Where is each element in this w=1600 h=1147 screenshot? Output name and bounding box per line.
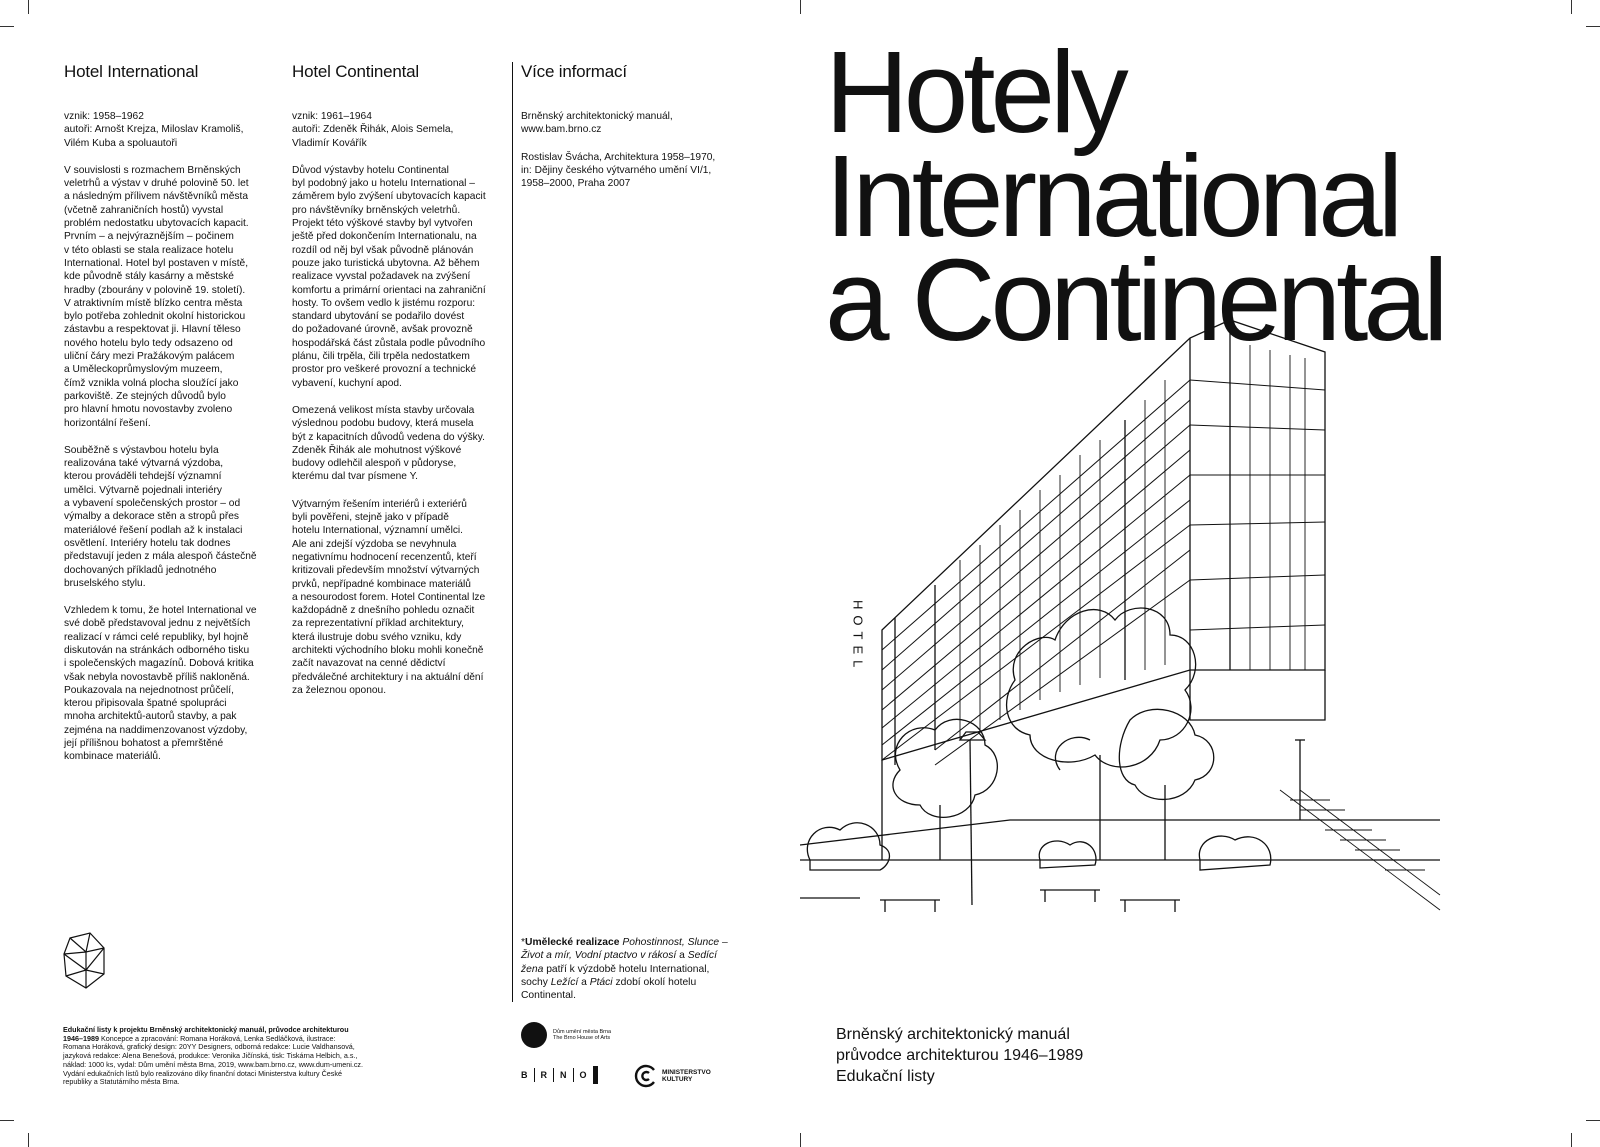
series-line: Edukační listy <box>836 1068 935 1085</box>
hotel-sign-text: HOTEL <box>850 600 866 674</box>
dum-umeni-logo-mark-icon <box>521 1022 547 1048</box>
crop-mark <box>0 26 14 27</box>
meta-hotel-international: vznik: 1958–1962 autoři: Arnošt Krejza, Miloslav Kramoliš, Vilém Kuba a spoluautoři <box>64 111 244 149</box>
brno-letter: B <box>521 1070 528 1080</box>
paragraph: V souvislosti s rozmachem Brněnských veletrhů a výstav v druhé polovině 50. let a následným přílivem návštěvníků města (včetně zahraničních hostů) vyvstal problém nedostatku ubytovacích kapacit. Prvním – a nejvýraznějším – počinem v této oblasti se stala realizace hotelu International. Hotel byl postaven v místě, kde původně stály kasárny a městské hradby (zbourány v polovině 19. století). V atraktivním místě blízko centra města bylo potřeba zohlednit okolní historickou zástavbu a respektovat ji. Hlavní těleso nového hotelu bylo tedy odsazeno od uliční čáry mezi Pražákovým palácem a Uměleckoprůmyslovým muzeem, čímž vznikla volná plocha sloužící jako parkoviště. Ze stejných důvodů bylo pro hlavní hmotu novostavby zvoleno horizontální řešení. <box>64 164 249 429</box>
reference-book: Rostislav Švácha, Architektura 1958–1970, in: Dějiny českého výtvarného umění VI/1, 1958–2000, Praha 2007 <box>521 151 716 190</box>
series-title <box>836 1024 1083 1087</box>
dum-umeni-logo <box>521 1022 611 1048</box>
meta-hotel-continental: vznik: 1961–1964 autoři: Zdeněk Řihák, Alois Semela, Vladimír Kovářík <box>292 111 454 149</box>
brno-letter: N <box>560 1070 567 1080</box>
crop-mark <box>28 1133 29 1147</box>
credits-text: Koncepce a zpracování: Romana Horáková, Lenka Sedláčková, ilustrace: Romana Horáková, grafický design: 20YY Designers, odborná redakce: Lucie Valdhansová, jazyková redakce: Alena Benešová, produkce: Veronika Jičínská, tisk: Tiskárna Helbich, a.s., náklad: 1000 ks, vydal: Dům umění města Brna, 2019, www.bam.brno.cz, www.dum-umeni.cz. Vydání edukačních listů bylo realizováno díky finanční dotaci Ministerstva kultury České republiky a Statutárního města Brna. <box>63 1033 364 1087</box>
credits-title: Edukační listy k projektu Brněnský architektonický manuál, průvodce architekturou 1946–1989 <box>63 1025 349 1043</box>
title-line: a Continental <box>825 235 1444 365</box>
paragraph: Vzhledem k tomu, že hotel International ve své době představoval jednu z největších realizací v rámci celé republiky, byl hojně diskutován na stránkách odborného tisku i společenských magazínů. Dobová kritika však nebyla novostavbě příliš nakloněná. Poukazovala na nejednotnost průčelí, kterou připisovala špatné spolupráci mnoha architektů-autorů stavby, a pak zejména na naddimenzovanost výzdoby, její přílišnou bohatost a přemrštěné kombinace materiálů. <box>64 605 257 763</box>
hotel-illustration <box>800 300 1590 950</box>
crop-mark <box>1586 1120 1600 1121</box>
brno-divider <box>534 1068 535 1082</box>
title-line: International <box>825 131 1399 261</box>
column-divider <box>512 62 513 1002</box>
paragraph: Výtvarným řešením interiérů i exteriérů byli pověřeni, stejně jako v případě hotelu International, významní umělci. Ale ani zdejší výzdoba se nevyhnula negativnímu hodnocení recenzentů, kteří kritizovali především množství výtvarných prvků, nepřípadné kombinace materiálů a nesourodost forem. Hotel Continental lze každopádně z dnešního pohledu označit za reprezentativní příklad architektury, která ilustruje dobu svého vzniku, kdy architekti východního bloku mohli konečně začít navazovat na cenné dědictví předválečné architektury i na aktuální dění za železnou oponou. <box>292 498 486 696</box>
brno-letter: O <box>579 1070 587 1080</box>
bam-logo-icon <box>60 930 110 1000</box>
footnote-art-works <box>521 936 736 1002</box>
paragraph: Důvod výstavby hotelu Continental byl podobný jako u hotelu International – záměrem bylo zvýšení ubytovacích kapacit pro návštěvníky brněnských veletrhů. Projekt této výškové stavby byl vytvořen ještě před dokončením Internationalu, na rozdíl od něj byl však původně plánován pouze jako turistická ubytovna. Až během realizace vyvstal požadavek na zvýšení komfortu a primární orientaci na zahraniční hosty. To ovšem vedlo k jistému rozporu: standard ubytování se podařilo dovést do požadované úrovně, avšak provozně hospodářská část zůstala podle původního plánu, čili trpěla, čili trpěla nedostatkem prostor pro veškeré provozní a technické vybavení, kuchyní apod. <box>292 164 486 389</box>
ministerstvo-logo-text: MINISTERSTVO KULTURY <box>662 1068 711 1083</box>
column-hotel-continental <box>292 62 512 711</box>
heading-more-info: Více informací <box>521 62 627 81</box>
series-line: průvodce architekturou 1946–1989 <box>836 1047 1084 1064</box>
brno-logo <box>521 1066 598 1084</box>
crop-mark <box>0 1120 14 1121</box>
title-line: Hotely <box>825 27 1124 157</box>
footnote-text: a <box>578 976 590 988</box>
credits-colophon <box>63 1026 408 1087</box>
heading-hotel-continental: Hotel Continental <box>292 62 420 81</box>
series-line: Brněnský architektonický manuál <box>836 1026 1070 1043</box>
artwork-title: Ptáci <box>589 976 613 988</box>
page-title <box>825 27 1444 365</box>
column-hotel-international <box>64 62 289 778</box>
paragraph: Souběžně s výstavbou hotelu byla realizována také výtvarná výzdoba, kterou prováděli tehdejší významní umělci. Výtvarně pojednali interiéry a vybavení společenských prostor – od výmalby a dekorace stěn a stropů přes materiálové řešení podlah až k instalaci osvětlení. Interiéry hotelu tak dodnes představují jeden z mála alespoň částečně dochovaných příkladů jednotného bruselského stylu. <box>64 444 257 589</box>
crop-mark <box>28 0 29 14</box>
brno-block-icon <box>593 1066 598 1084</box>
heading-hotel-international: Hotel International <box>64 62 199 81</box>
ministerstvo-kultury-logo <box>634 1064 711 1088</box>
artwork-title: Ležící <box>550 976 579 988</box>
crop-mark <box>800 1133 801 1147</box>
dum-umeni-logo-text: Dům umění města Brna The Brno House of Arts <box>553 1028 612 1041</box>
brno-divider <box>553 1068 554 1082</box>
crop-mark <box>1586 26 1600 27</box>
footnote-text: a <box>676 950 688 962</box>
brno-letter: R <box>540 1070 547 1080</box>
artwork-title: Sedící žena <box>521 950 717 975</box>
footnote-star: * <box>521 937 526 948</box>
footnote-text: zdobí okolí hotelu Continental. <box>521 976 697 1002</box>
crop-mark <box>800 0 801 14</box>
footnote-text: patří k výzdobě hotelu International, sochy <box>521 963 710 988</box>
footnote-title: Umělecké realizace <box>525 937 620 948</box>
crop-mark <box>1571 1133 1572 1147</box>
crop-mark <box>1571 0 1572 14</box>
artwork-title: Pohostinnost, Slunce – Život a mír, Vodní ptactvo v rákosí <box>521 937 728 962</box>
ministerstvo-logo-mark-icon <box>634 1064 658 1088</box>
reference-bam: Brněnský architektonický manuál, www.bam.brno.cz <box>521 111 673 136</box>
paragraph: Omezená velikost místa stavby určovala výslednou podobu budovy, která musela být z kapacitních důvodů vedena do výšky. Zdeněk Řihák ale mohutnost výškové budovy odlehčil alespoň v půdoryse, kterému dal tvar písmene Y. <box>292 404 485 483</box>
brno-divider <box>573 1068 574 1082</box>
column-more-info <box>521 62 761 204</box>
